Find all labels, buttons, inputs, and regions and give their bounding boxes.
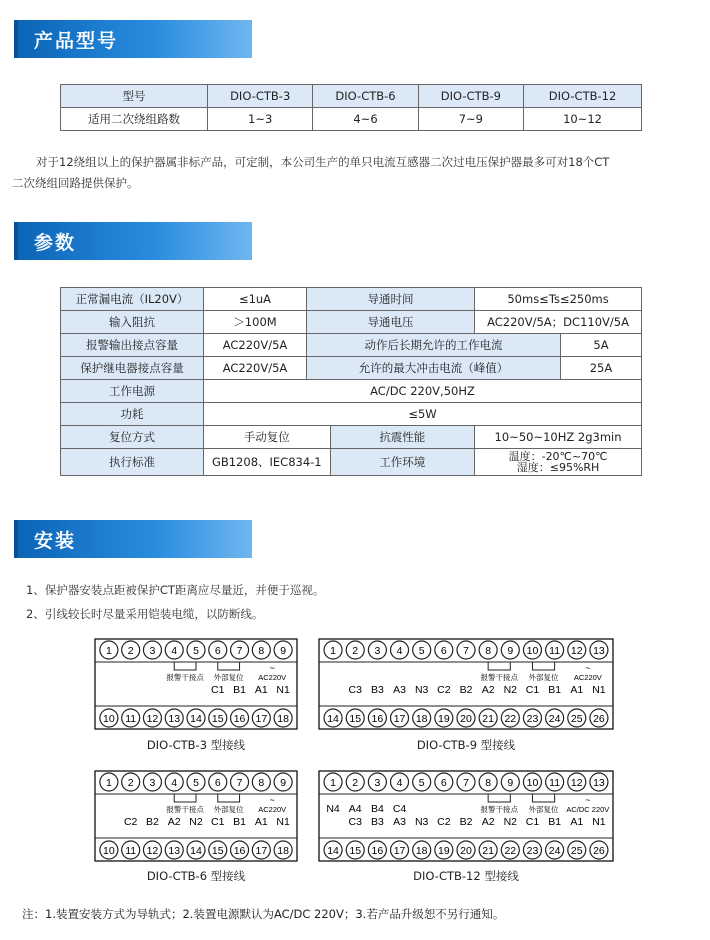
terminal-number: 9: [507, 777, 514, 789]
param-value: 5A: [561, 334, 642, 357]
terminal-number: 22: [504, 845, 517, 857]
ct-terminal-label: C1: [525, 684, 540, 696]
table-header-cell: DIO-CTB-9: [418, 85, 523, 108]
terminal-number: 3: [149, 777, 156, 789]
power-label: AC220V: [573, 673, 602, 682]
ct-terminal-label: B3: [370, 816, 384, 828]
ct-terminal-label: C4: [392, 803, 407, 815]
terminal-number: 9: [280, 777, 287, 789]
ct-terminal-label: A1: [254, 684, 268, 696]
terminal-number: 2: [127, 645, 134, 657]
terminal-number: 10: [103, 845, 115, 857]
terminal-number: 12: [146, 845, 159, 857]
params-table: [60, 287, 642, 476]
terminal-number: 8: [258, 777, 265, 789]
param-value: 10~50~10HZ 2g3min: [475, 426, 642, 449]
ct-terminal-label: B2: [146, 816, 159, 828]
terminal-number: 1: [105, 645, 112, 657]
terminal-number: 22: [504, 713, 517, 725]
ct-terminal-label: N2: [189, 816, 203, 828]
ct-terminal-label: B2: [459, 684, 473, 696]
terminal-number: 24: [548, 845, 561, 857]
terminal-number: 18: [415, 713, 428, 725]
terminal-number: 1: [330, 645, 336, 657]
terminal-number: 6: [440, 777, 447, 789]
terminal-number: 17: [393, 845, 406, 857]
terminal-number: 14: [190, 845, 202, 857]
terminal-number: 2: [352, 645, 359, 657]
terminal-number: 2: [352, 777, 359, 789]
terminal-number: 8: [485, 645, 492, 657]
terminal-number: 17: [255, 845, 268, 857]
terminal-number: 7: [463, 777, 469, 789]
table-cell: 1~3: [208, 108, 313, 131]
ct-terminal-label: N1: [276, 816, 290, 828]
param-label: 复位方式: [61, 426, 204, 449]
terminal-number: 3: [374, 777, 381, 789]
param-value: AC220V/5A: [204, 334, 307, 357]
param-value-env: [475, 449, 642, 476]
terminal-number: 5: [193, 645, 199, 657]
reset-label: 外部复位: [528, 673, 559, 682]
terminal-number: 4: [396, 777, 403, 789]
alarm-contact-label: 报警干接点: [166, 805, 204, 814]
param-value: 25A: [561, 357, 642, 380]
ct-terminal-label: C1: [211, 684, 225, 696]
table-cell: 7~9: [418, 108, 523, 131]
reset-label: 外部复位: [528, 805, 559, 814]
model-table: [60, 84, 642, 131]
param-label: 抗震性能: [330, 426, 475, 449]
param-label: 保护继电器接点容量: [61, 357, 204, 380]
table-header-cell: DIO-CTB-12: [524, 85, 642, 108]
terminal-number: 16: [371, 845, 384, 857]
ct-terminal-label: A2: [167, 816, 181, 828]
ct-terminal-label: A3: [393, 816, 406, 828]
ct-terminal-label: N1: [592, 816, 606, 828]
table-row: [61, 449, 642, 476]
terminal-number: 6: [214, 645, 221, 657]
terminal-number: 17: [255, 713, 268, 725]
table-header-cell: DIO-CTB-6: [313, 85, 418, 108]
footnote: 注：1.装置安装方式为导轨式；2.装置电源默认为AC/DC 220V；3.若产品升级恕不另行通知。: [22, 907, 505, 921]
terminal-number: 24: [548, 713, 561, 725]
install-note: 1、保护器安装点距被保护CT距离应尽量近，并便于巡视。: [26, 583, 325, 597]
power-symbol: ~: [269, 663, 275, 673]
terminal-number: 10: [526, 645, 539, 657]
wiring-diagram-ctb9: [318, 638, 614, 730]
terminal-number: 7: [236, 777, 243, 789]
terminal-number: 11: [549, 645, 561, 657]
param-label: 正常漏电流（IL20V）: [61, 288, 204, 311]
wiring-diagram-ctb6: [94, 770, 298, 862]
power-label: AC220V: [258, 673, 287, 682]
terminal-number: 10: [103, 713, 115, 725]
alarm-contact-label: 报警干接点: [480, 805, 518, 814]
ct-terminal-label: B3: [370, 684, 384, 696]
table-header-cell: 型号: [61, 85, 208, 108]
ct-terminal-label: A2: [481, 684, 495, 696]
param-label: 输入阻抗: [61, 311, 204, 334]
terminal-number: 5: [193, 777, 199, 789]
terminal-number: 16: [233, 845, 246, 857]
ct-terminal-label: B1: [233, 816, 246, 828]
section-banner-install: [14, 520, 252, 558]
ct-terminal-label: B2: [459, 816, 473, 828]
install-notes: [26, 578, 324, 626]
terminal-number: 18: [277, 713, 289, 725]
terminal-number: 18: [277, 845, 289, 857]
ct-terminal-label: N2: [503, 684, 518, 696]
ct-terminal-label: C2: [123, 816, 138, 828]
terminal-number: 10: [526, 777, 539, 789]
table-header-cell: DIO-CTB-3: [208, 85, 313, 108]
terminal-number: 1: [330, 777, 336, 789]
terminal-number: 20: [460, 713, 472, 725]
terminal-number: 1: [105, 777, 112, 789]
diagram-label: DIO-CTB-3 型接线: [146, 738, 246, 752]
ct-terminal-label: A1: [570, 684, 584, 696]
table-header-row: [61, 85, 642, 108]
param-value: 手动复位: [204, 426, 331, 449]
table-row: [61, 426, 642, 449]
terminal-number: 19: [438, 713, 450, 725]
terminal-number: 14: [190, 713, 202, 725]
table-row: [61, 403, 642, 426]
ct-terminal-label: B1: [233, 684, 246, 696]
section-title: 产品型号: [34, 29, 119, 52]
param-label: 报警输出接点容量: [61, 334, 204, 357]
param-value: AC220V/5A；DC110V/5A: [475, 311, 642, 334]
diagram-label: DIO-CTB-9 型接线: [416, 738, 516, 752]
terminal-number: 23: [526, 845, 539, 857]
diagram-label: DIO-CTB-12 型接线: [413, 869, 519, 883]
ct-terminal-label: A2: [481, 816, 495, 828]
terminal-number: 17: [393, 713, 406, 725]
param-label: 功耗: [61, 403, 204, 426]
terminal-number: 25: [570, 845, 583, 857]
ct-terminal-label: B4: [370, 803, 384, 815]
terminal-number: 26: [593, 713, 605, 725]
terminal-number: 21: [482, 845, 494, 857]
terminal-number: 5: [418, 777, 425, 789]
param-label: 导通电压: [307, 311, 475, 334]
paragraph-line: 对于12绕组以上的保护器属非标产品，可定制，本公司生产的单只电流互感器二次过电压保护器最多可对18个CT: [36, 155, 610, 169]
terminal-number: 3: [149, 645, 156, 657]
ct-terminal-label: C3: [348, 684, 362, 696]
terminal-number: 16: [371, 713, 384, 725]
terminal-number: 13: [168, 845, 181, 857]
terminal-number: 21: [482, 713, 494, 725]
terminal-number: 15: [349, 845, 362, 857]
param-value: ＞100M: [204, 311, 307, 334]
table-row: [61, 108, 642, 131]
alarm-contact-label: 报警干接点: [480, 673, 518, 682]
terminal-number: 12: [570, 645, 583, 657]
terminal-number: 26: [593, 845, 605, 857]
table-cell: 4~6: [313, 108, 418, 131]
ct-terminal-label: N3: [414, 684, 429, 696]
wiring-diagram-ctb12: [318, 770, 614, 862]
param-value: 50ms≤Ts≤250ms: [475, 288, 642, 311]
param-label: 动作后长期允许的工作电流: [307, 334, 561, 357]
ct-terminal-label: C2: [437, 684, 451, 696]
env-humidity: 湿度：≤95%RH: [516, 461, 600, 474]
param-value: ≤5W: [204, 403, 642, 426]
ct-terminal-label: C2: [437, 816, 451, 828]
table-cell: 10~12: [524, 108, 642, 131]
section-title: 安装: [34, 529, 77, 552]
param-label: 导通时间: [307, 288, 475, 311]
terminal-number: 11: [125, 713, 137, 725]
param-label: 允许的最大冲击电流（峰值）: [307, 357, 561, 380]
terminal-number: 15: [211, 713, 224, 725]
terminal-number: 6: [440, 645, 447, 657]
paragraph-line: 二次绕组回路提供保护。: [12, 176, 139, 190]
terminal-number: 12: [570, 777, 583, 789]
terminal-number: 15: [349, 713, 362, 725]
wiring-diagram-ctb3: [94, 638, 298, 730]
table-row: [61, 311, 642, 334]
terminal-number: 14: [327, 845, 339, 857]
reset-label: 外部复位: [213, 805, 244, 814]
terminal-number: 9: [507, 645, 514, 657]
terminal-number: 23: [526, 713, 539, 725]
terminal-number: 7: [463, 645, 469, 657]
ct-terminal-label: A3: [393, 684, 406, 696]
ct-terminal-label: C1: [525, 816, 540, 828]
terminal-number: 4: [396, 645, 403, 657]
ct-terminal-label: C1: [211, 816, 225, 828]
terminal-number: 3: [374, 645, 381, 657]
param-label: 工作电源: [61, 380, 204, 403]
terminal-number: 12: [146, 713, 159, 725]
param-value: AC/DC 220V,50HZ: [204, 380, 642, 403]
section-banner-model: [14, 20, 252, 58]
power-symbol: ~: [269, 795, 275, 805]
terminal-number: 4: [171, 777, 178, 789]
terminal-number: 5: [418, 645, 425, 657]
ct-terminal-label: A1: [254, 816, 268, 828]
terminal-number: 16: [233, 713, 246, 725]
power-label: AC/DC 220V: [566, 805, 610, 814]
terminal-number: 15: [211, 845, 224, 857]
model-note: [12, 152, 706, 194]
terminal-number: 25: [570, 713, 583, 725]
ct-terminal-label: C3: [348, 816, 362, 828]
terminal-number: 18: [415, 845, 428, 857]
param-value: AC220V/5A: [204, 357, 307, 380]
param-value: GB1208、IEC834-1: [204, 449, 331, 476]
terminal-number: 6: [214, 777, 221, 789]
ct-terminal-label: N3: [414, 816, 429, 828]
param-label: 执行标准: [61, 449, 204, 476]
table-row: [61, 334, 642, 357]
power-symbol: ~: [585, 663, 591, 673]
terminal-number: 13: [593, 645, 605, 657]
terminal-number: 8: [258, 645, 265, 657]
terminal-number: 20: [460, 845, 472, 857]
table-row: [61, 288, 642, 311]
ct-terminal-label: B1: [548, 684, 562, 696]
ct-terminal-label: B1: [548, 816, 562, 828]
terminal-number: 11: [125, 845, 137, 857]
section-banner-params: [14, 222, 252, 260]
terminal-number: 11: [549, 777, 561, 789]
param-label: 工作环境: [330, 449, 475, 476]
ct-terminal-label: N1: [592, 684, 606, 696]
terminal-number: 7: [236, 645, 243, 657]
terminal-number: 13: [168, 713, 181, 725]
terminal-number: 13: [593, 777, 605, 789]
ct-terminal-label: N4: [326, 803, 340, 815]
section-title: 参数: [34, 231, 77, 254]
env-temp: 温度：-20℃~70℃: [508, 450, 608, 463]
table-cell: 适用二次绕组路数: [61, 108, 208, 131]
alarm-contact-label: 报警干接点: [166, 673, 204, 682]
install-note: 2、引线较长时尽量采用铠装电缆，以防断线。: [26, 607, 264, 621]
power-label: AC220V: [258, 805, 287, 814]
ct-terminal-label: A4: [348, 803, 362, 815]
diagram-label: DIO-CTB-6 型接线: [146, 869, 246, 883]
ct-terminal-label: A1: [570, 816, 584, 828]
param-value: ≤1uA: [204, 288, 307, 311]
terminal-number: 4: [171, 645, 178, 657]
terminal-number: 19: [438, 845, 450, 857]
power-symbol: ~: [585, 795, 591, 805]
terminal-number: 8: [485, 777, 492, 789]
terminal-number: 2: [127, 777, 134, 789]
table-row: [61, 380, 642, 403]
terminal-number: 9: [280, 645, 287, 657]
ct-terminal-label: N2: [503, 816, 518, 828]
ct-terminal-label: N1: [276, 684, 290, 696]
reset-label: 外部复位: [213, 673, 244, 682]
terminal-number: 14: [327, 713, 339, 725]
table-row: [61, 357, 642, 380]
